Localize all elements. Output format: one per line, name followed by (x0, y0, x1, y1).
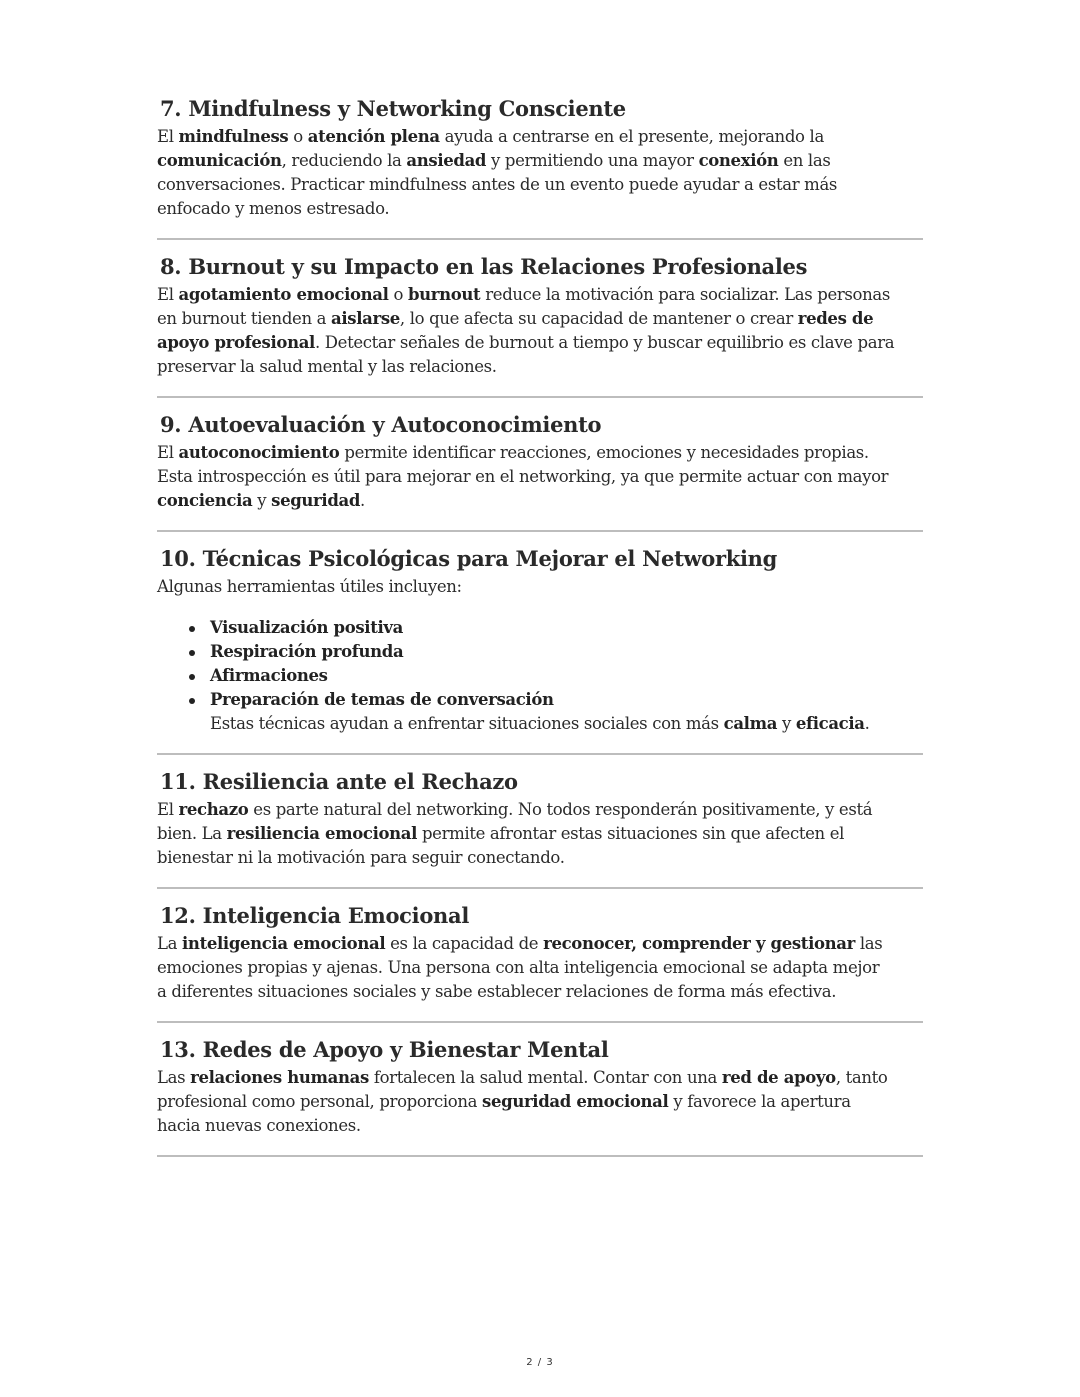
text-line (157, 980, 923, 1004)
bold-term: aislarse (331, 309, 400, 328)
text-line (157, 197, 923, 221)
text-line (157, 283, 923, 307)
list-item (157, 616, 923, 640)
text-line (157, 932, 923, 956)
list-item-label: Afirmaciones (210, 666, 328, 685)
section-divider (157, 1155, 923, 1157)
text-run: , tanto (835, 1068, 888, 1087)
text-run: bienestar ni la motivación para seguir conectando. (157, 848, 565, 867)
text-run: . (864, 714, 870, 733)
section-divider (157, 396, 923, 398)
text-line (157, 712, 923, 736)
section-title: 11. Resiliencia ante el Rechazo (160, 769, 518, 794)
text-run: Estas técnicas ayudan a enfrentar situaciones sociales con más (210, 714, 724, 733)
text-run: Esta introspección es útil para mejorar en el networking, ya que permite actuar con mayor (157, 467, 889, 486)
text-run: ayuda a centrarse en el presente, mejorando la (439, 127, 824, 146)
text-run: reduce la motivación para socializar. Las personas (480, 285, 890, 304)
bold-term: eficacia (795, 714, 865, 733)
bold-term: atención plena (307, 127, 440, 146)
text-line (157, 149, 923, 173)
list-item-label: Preparación de temas de conversación (210, 690, 554, 709)
document-page (157, 95, 923, 1170)
bold-term: relaciones humanas (190, 1068, 369, 1087)
bold-term: burnout (407, 285, 481, 304)
section-divider (157, 530, 923, 532)
text-line (157, 355, 923, 379)
text-run: conversaciones. Practicar mindfulness antes de un evento puede ayudar a estar más (157, 175, 838, 194)
section (157, 768, 923, 889)
text-run: hacia nuevas conexiones. (157, 1116, 361, 1135)
bold-term: red de apoyo (721, 1068, 836, 1087)
text-line (157, 331, 923, 355)
bold-term: conciencia (157, 491, 253, 510)
text-run: y (777, 714, 796, 733)
bold-term: ansiedad (406, 151, 487, 170)
text-line (157, 307, 923, 331)
section-divider (157, 238, 923, 240)
text-line (157, 1090, 923, 1114)
section (157, 253, 923, 398)
bold-term: redes de (797, 309, 874, 328)
text-line (157, 1114, 923, 1138)
text-run: . (360, 491, 365, 510)
bold-term: resiliencia emocional (226, 824, 418, 843)
text-run: permite afrontar estas situaciones sin que afecten el (417, 824, 845, 843)
text-run: en burnout tienden a (157, 309, 332, 328)
page-number: 2 / 3 (526, 1357, 554, 1368)
text-run: y (252, 491, 272, 510)
text-run: El (157, 127, 179, 146)
list-item (157, 664, 923, 688)
text-run: y favorece la apertura (668, 1092, 851, 1111)
bold-term: rechazo (178, 800, 249, 819)
section (157, 1036, 923, 1157)
text-run: o (388, 285, 408, 304)
text-run: El (157, 285, 179, 304)
section-divider (157, 753, 923, 755)
text-run: Las (157, 1068, 191, 1087)
text-run: en las (778, 151, 831, 170)
text-line (157, 441, 923, 465)
section-divider (157, 1021, 923, 1023)
text-line (157, 125, 923, 149)
text-run: es la capacidad de (385, 934, 544, 953)
bold-term: calma (723, 714, 778, 733)
bold-term: conexión (698, 151, 779, 170)
bold-term: apoyo profesional (157, 333, 315, 352)
text-line (157, 798, 923, 822)
text-run: las (854, 934, 883, 953)
section (157, 95, 923, 240)
technique-list (157, 616, 923, 712)
list-item-label: Respiración profunda (210, 642, 404, 661)
text-run: fortalecen la salud mental. Contar con una (368, 1068, 722, 1087)
bold-term: seguridad (271, 491, 361, 510)
text-run: enfocado y menos estresado. (157, 199, 390, 218)
section-title: 8. Burnout y su Impacto en las Relaciones Profesionales (160, 254, 808, 279)
list-item (157, 640, 923, 664)
text-run: permite identificar reacciones, emociones y necesidades propias. (339, 443, 869, 462)
text-run: , lo que afecta su capacidad de mantener o crear (399, 309, 798, 328)
text-run: o (288, 127, 308, 146)
text-run: preservar la salud mental y las relaciones. (157, 357, 497, 376)
section (157, 411, 923, 532)
text-line (157, 956, 923, 980)
bold-term: comunicación (157, 151, 282, 170)
bold-term: inteligencia emocional (182, 934, 386, 953)
text-run: emociones propias y ajenas. Una persona con alta inteligencia emocional se adapta mejor (157, 958, 880, 977)
section-title: 9. Autoevaluación y Autoconocimiento (160, 412, 602, 437)
text-run: bien. La (157, 824, 227, 843)
text-run: es parte natural del networking. No todos responderán positivamente, y está (248, 800, 873, 819)
section-title: 7. Mindfulness y Networking Consciente (160, 96, 626, 121)
text-run: profesional como personal, proporciona (157, 1092, 483, 1111)
section-divider (157, 887, 923, 889)
text-run: La (157, 934, 182, 953)
list-item (157, 688, 923, 712)
list-intro: Algunas herramientas útiles incluyen: (157, 577, 462, 596)
section-title: 12. Inteligencia Emocional (160, 903, 470, 928)
text-run: y permitiendo una mayor (486, 151, 699, 170)
section (157, 545, 923, 755)
text-run: , reduciendo la (281, 151, 407, 170)
section (157, 902, 923, 1023)
text-run: . Detectar señales de burnout a tiempo y buscar equilibrio es clave para (314, 333, 895, 352)
text-line (157, 846, 923, 870)
bold-term: autoconocimiento (178, 443, 340, 462)
text-line (157, 173, 923, 197)
list-item-label: Visualización positiva (210, 618, 403, 637)
bold-term: seguridad emocional (482, 1092, 669, 1111)
text-line (157, 822, 923, 846)
text-line (157, 1066, 923, 1090)
text-run: a diferentes situaciones sociales y sabe establecer relaciones de forma más efectiva. (157, 982, 837, 1001)
text-run: El (157, 443, 179, 462)
section-title: 13. Redes de Apoyo y Bienestar Mental (160, 1037, 609, 1062)
bold-term: reconocer, comprender y gestionar (543, 934, 855, 953)
bold-term: mindfulness (178, 127, 289, 146)
section-title: 10. Técnicas Psicológicas para Mejorar el Networking (160, 546, 778, 571)
text-run: El (157, 800, 179, 819)
bold-term: agotamiento emocional (178, 285, 389, 304)
text-line (157, 465, 923, 489)
text-line (157, 489, 923, 513)
